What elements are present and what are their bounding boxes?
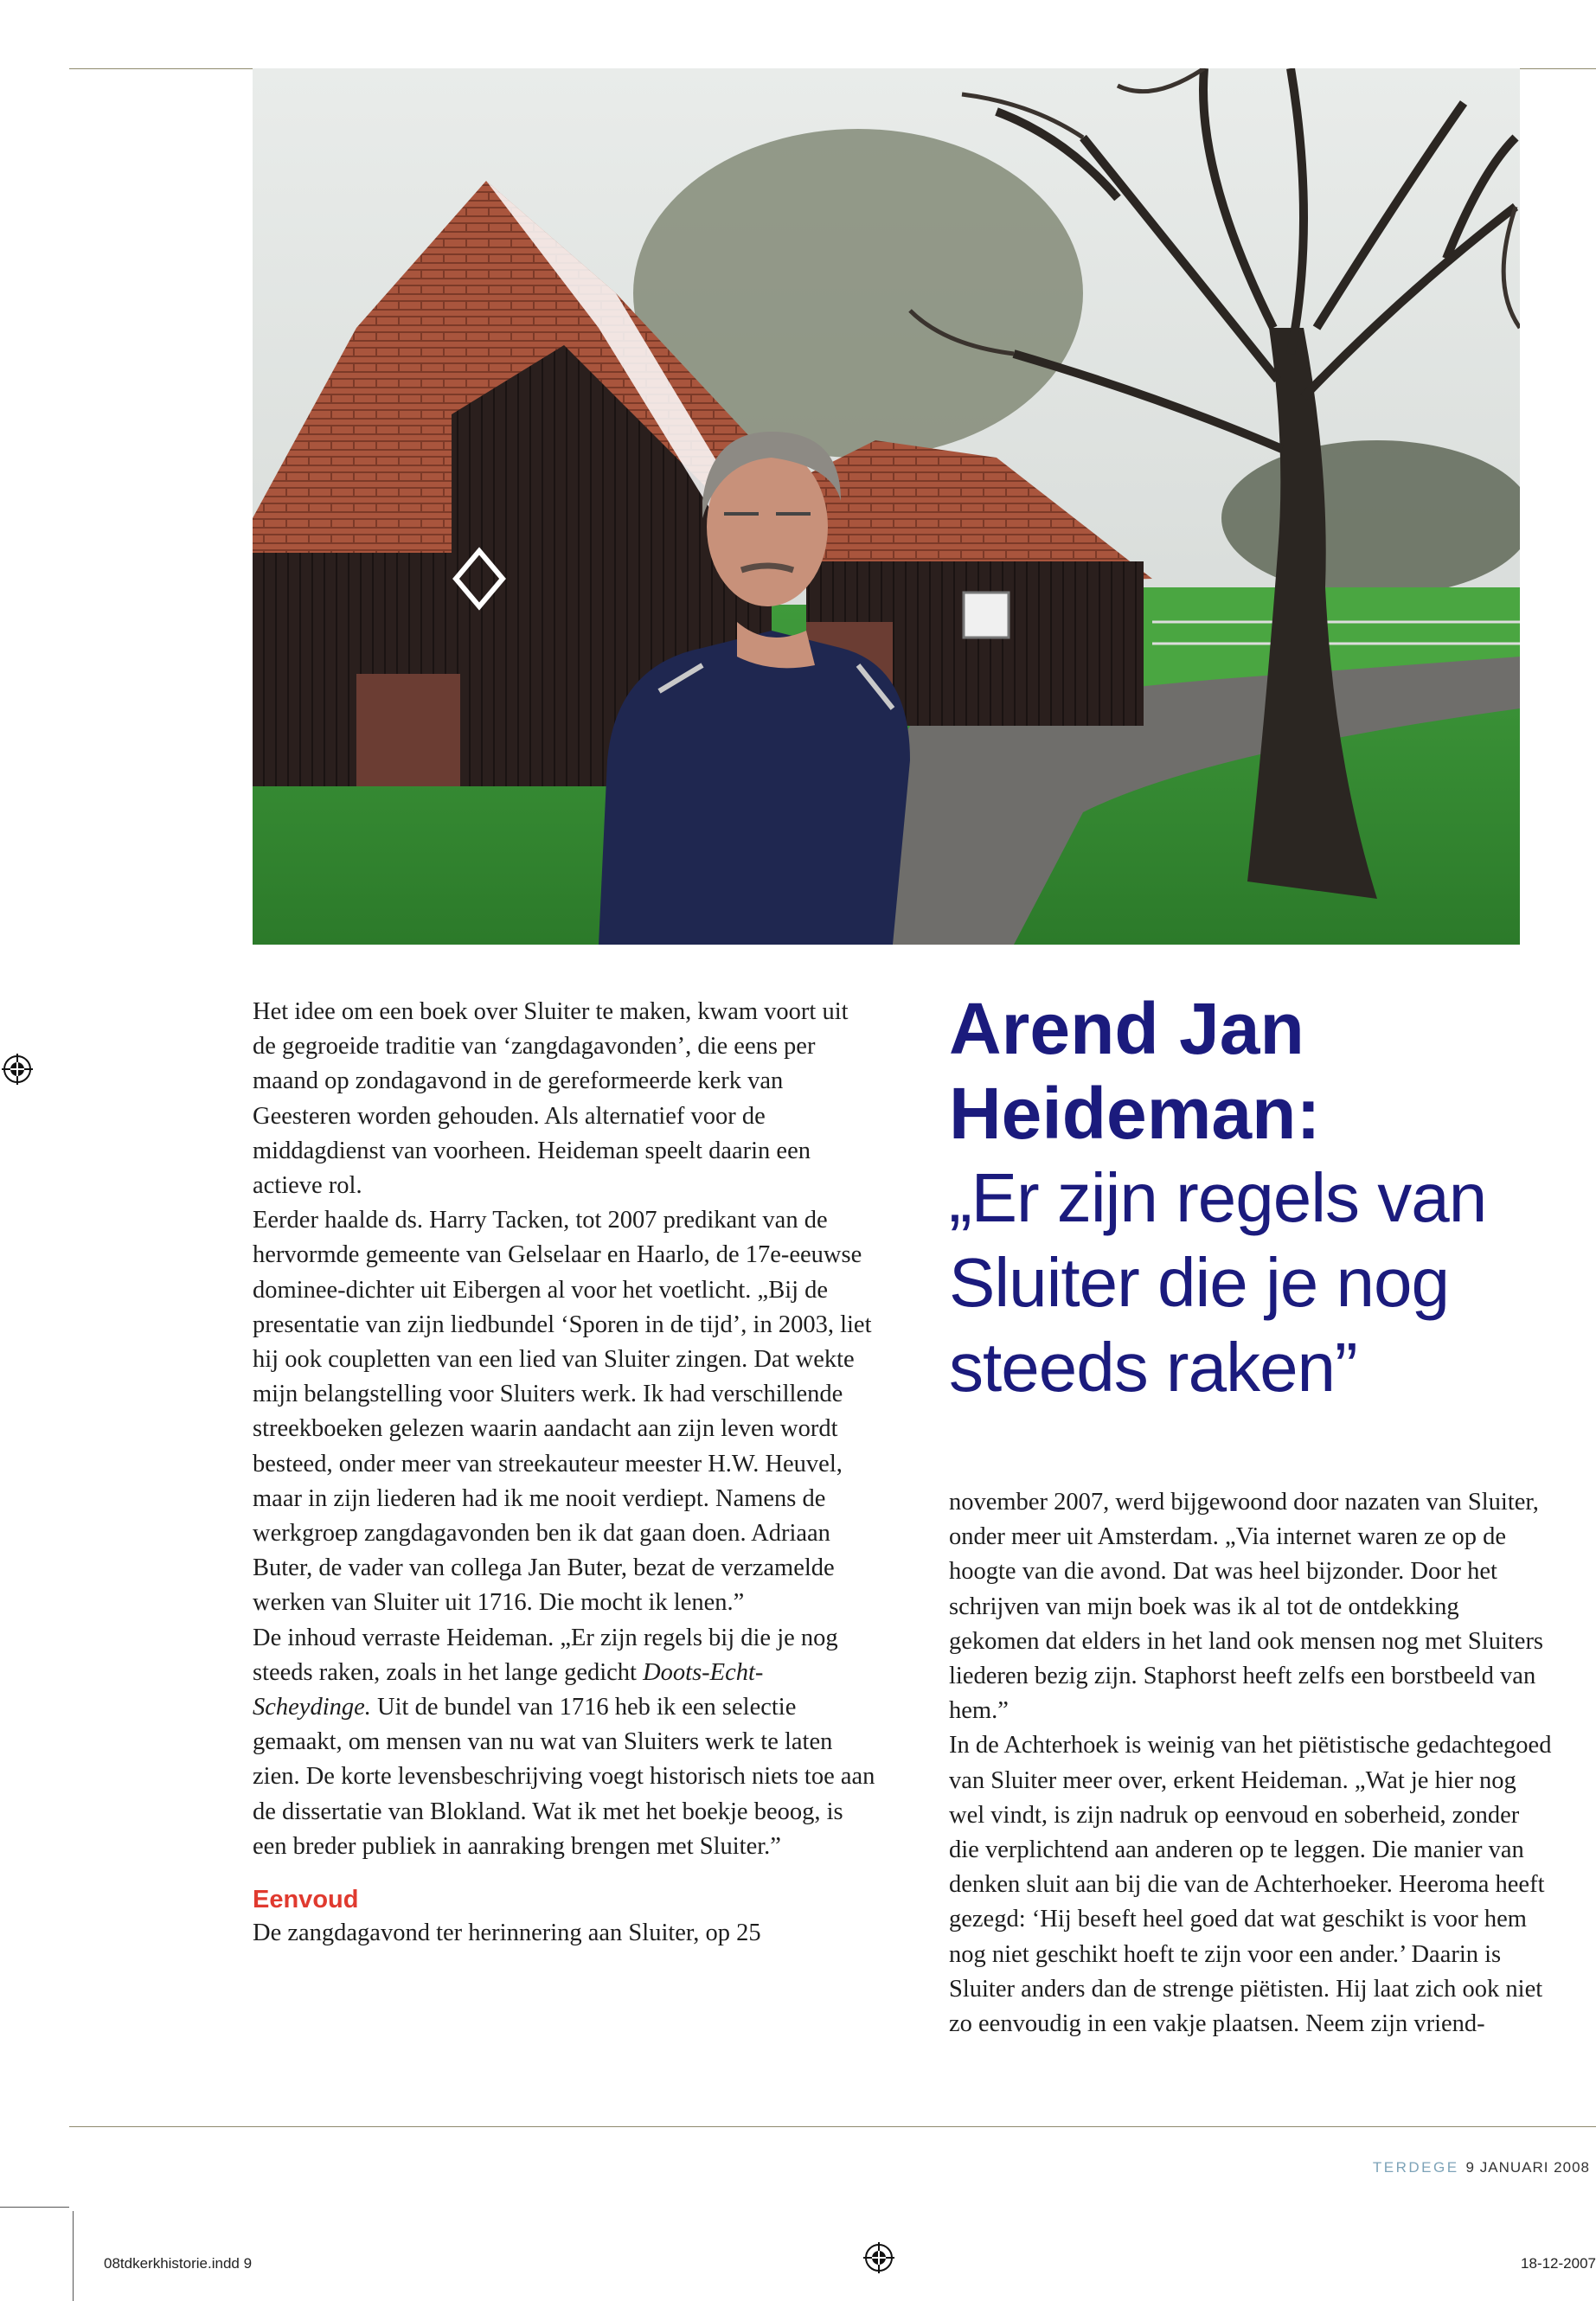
registration-mark-icon bbox=[2, 1054, 33, 1085]
registration-mark-icon bbox=[863, 2242, 894, 2273]
right-column bbox=[949, 1485, 1554, 2041]
paragraph: In de Achterhoek is weinig van het piëtistische gedachtegoed van Sluiter meer over, erkent Heideman. „Wat je hier nog wel vindt, is zijn nadruk op eenvoud en soberheid, zonder die verplichtend aan anderen op te leggen. Die manier van denken sluit aan bij die van de Achterhoeker. Heeroma heeft gezegd: ‘Hij beseft heel goed dat wat geschikt is voor hem nog niet geschikt hoeft te zijn voor een ander.’ Daarin is Sluiter anders dan de strenge piëtisten. Hij laat zich ook niet zo eenvoudig in een vakje plaatsen. Neem zijn vriend- bbox=[949, 1732, 1552, 2038]
slug-rule bbox=[0, 2207, 69, 2208]
paragraph: Eerder haalde ds. Harry Tacken, tot 2007 predikant van de hervormde gemeente van Gelselaar en Haarlo, de 17e-eeuwse dominee-dichter uit Eibergen al voor het voetlicht. „Bij de presentatie van zijn liedbundel ‘Sporen in de tijd’, in 2003, liet hij ook coupletten van een lied van Sluiter zingen. Dat wekte mijn belangstelling voor Sluiters werk. Ik had verschillende streekboeken gelezen waarin aandacht aan zijn leven wordt besteed, onder meer van streekauteur meester H.W. Heuvel, maar in zijn liederen had ik me nooit verdiept. Namens de werkgroep zangdagavonden ben ik dat gaan doen. Adriaan Buter, de vader van collega Jan Buter, bezat de verzamelde werken van Sluiter uit 1716. Die mocht ik lenen.” bbox=[253, 1207, 872, 1617]
headline bbox=[949, 986, 1554, 1410]
poem-title: Doots-Echt-Scheydinge. bbox=[253, 1658, 764, 1721]
portrait-photo bbox=[253, 68, 1520, 945]
headline-quote: „Er zijn regels van Sluiter die je nog steeds raken” bbox=[949, 1159, 1487, 1406]
publication-name: TERDEGE bbox=[1372, 2159, 1459, 2176]
page-footer bbox=[1373, 2159, 1590, 2176]
paragraph: november 2007, werd bijgewoond door nazaten van Sluiter, onder meer uit Amsterdam. „Via internet waren ze op de hoogte van die avond. Dat was heel bijzonder. Door het schrijven van mijn boek was ik al tot de ontdekking gekomen dat elders in het land ook mensen nog met Sluiters liederen bezig zijn. Staphorst heeft zelfs een borstbeeld van hem.” bbox=[949, 1489, 1544, 1725]
paragraph: Het idee om een boek over Sluiter te maken, kwam voort uit de gegroeide traditie van ‘zangdagavonden’, die eens per maand op zondagavond in de gereformeerde kerk van Geesteren worden gehouden. Als alternatief voor de middagdienst van voorheen. Heideman speelt daarin een actieve rol. bbox=[253, 998, 849, 1200]
paragraph: De zangdagavond ter herinnering aan Sluiter, op 25 bbox=[253, 1920, 761, 1947]
headline-name: Arend Jan Heideman: bbox=[949, 988, 1321, 1154]
issue-date: 9 JANUARI 2008 bbox=[1465, 2159, 1590, 2176]
section-heading: Eenvoud bbox=[253, 1886, 359, 1914]
slug-filename: 08tdkerkhistorie.indd 9 bbox=[104, 2255, 253, 2272]
left-column bbox=[253, 995, 875, 1951]
slug-date: 18-12-2007 bbox=[1521, 2255, 1596, 2272]
bottom-rule bbox=[69, 2126, 1596, 2127]
slug-crop-line bbox=[73, 2211, 74, 2301]
paragraph: De inhoud verraste Heideman. „Er zijn regels bij die je nog steeds raken, zoals in het lange gedicht Doots-Echt-Scheydinge. Uit de bundel van 1716 heb ik een selectie gemaakt, om mensen van nu wat van Sluiters werk te laten zien. De korte levensbeschrijving voegt historisch niets toe aan de dissertatie van Blokland. Wat ik met het boekje beoog, is een breder publiek in aanraking brengen met Sluiter.” bbox=[253, 1624, 875, 1860]
